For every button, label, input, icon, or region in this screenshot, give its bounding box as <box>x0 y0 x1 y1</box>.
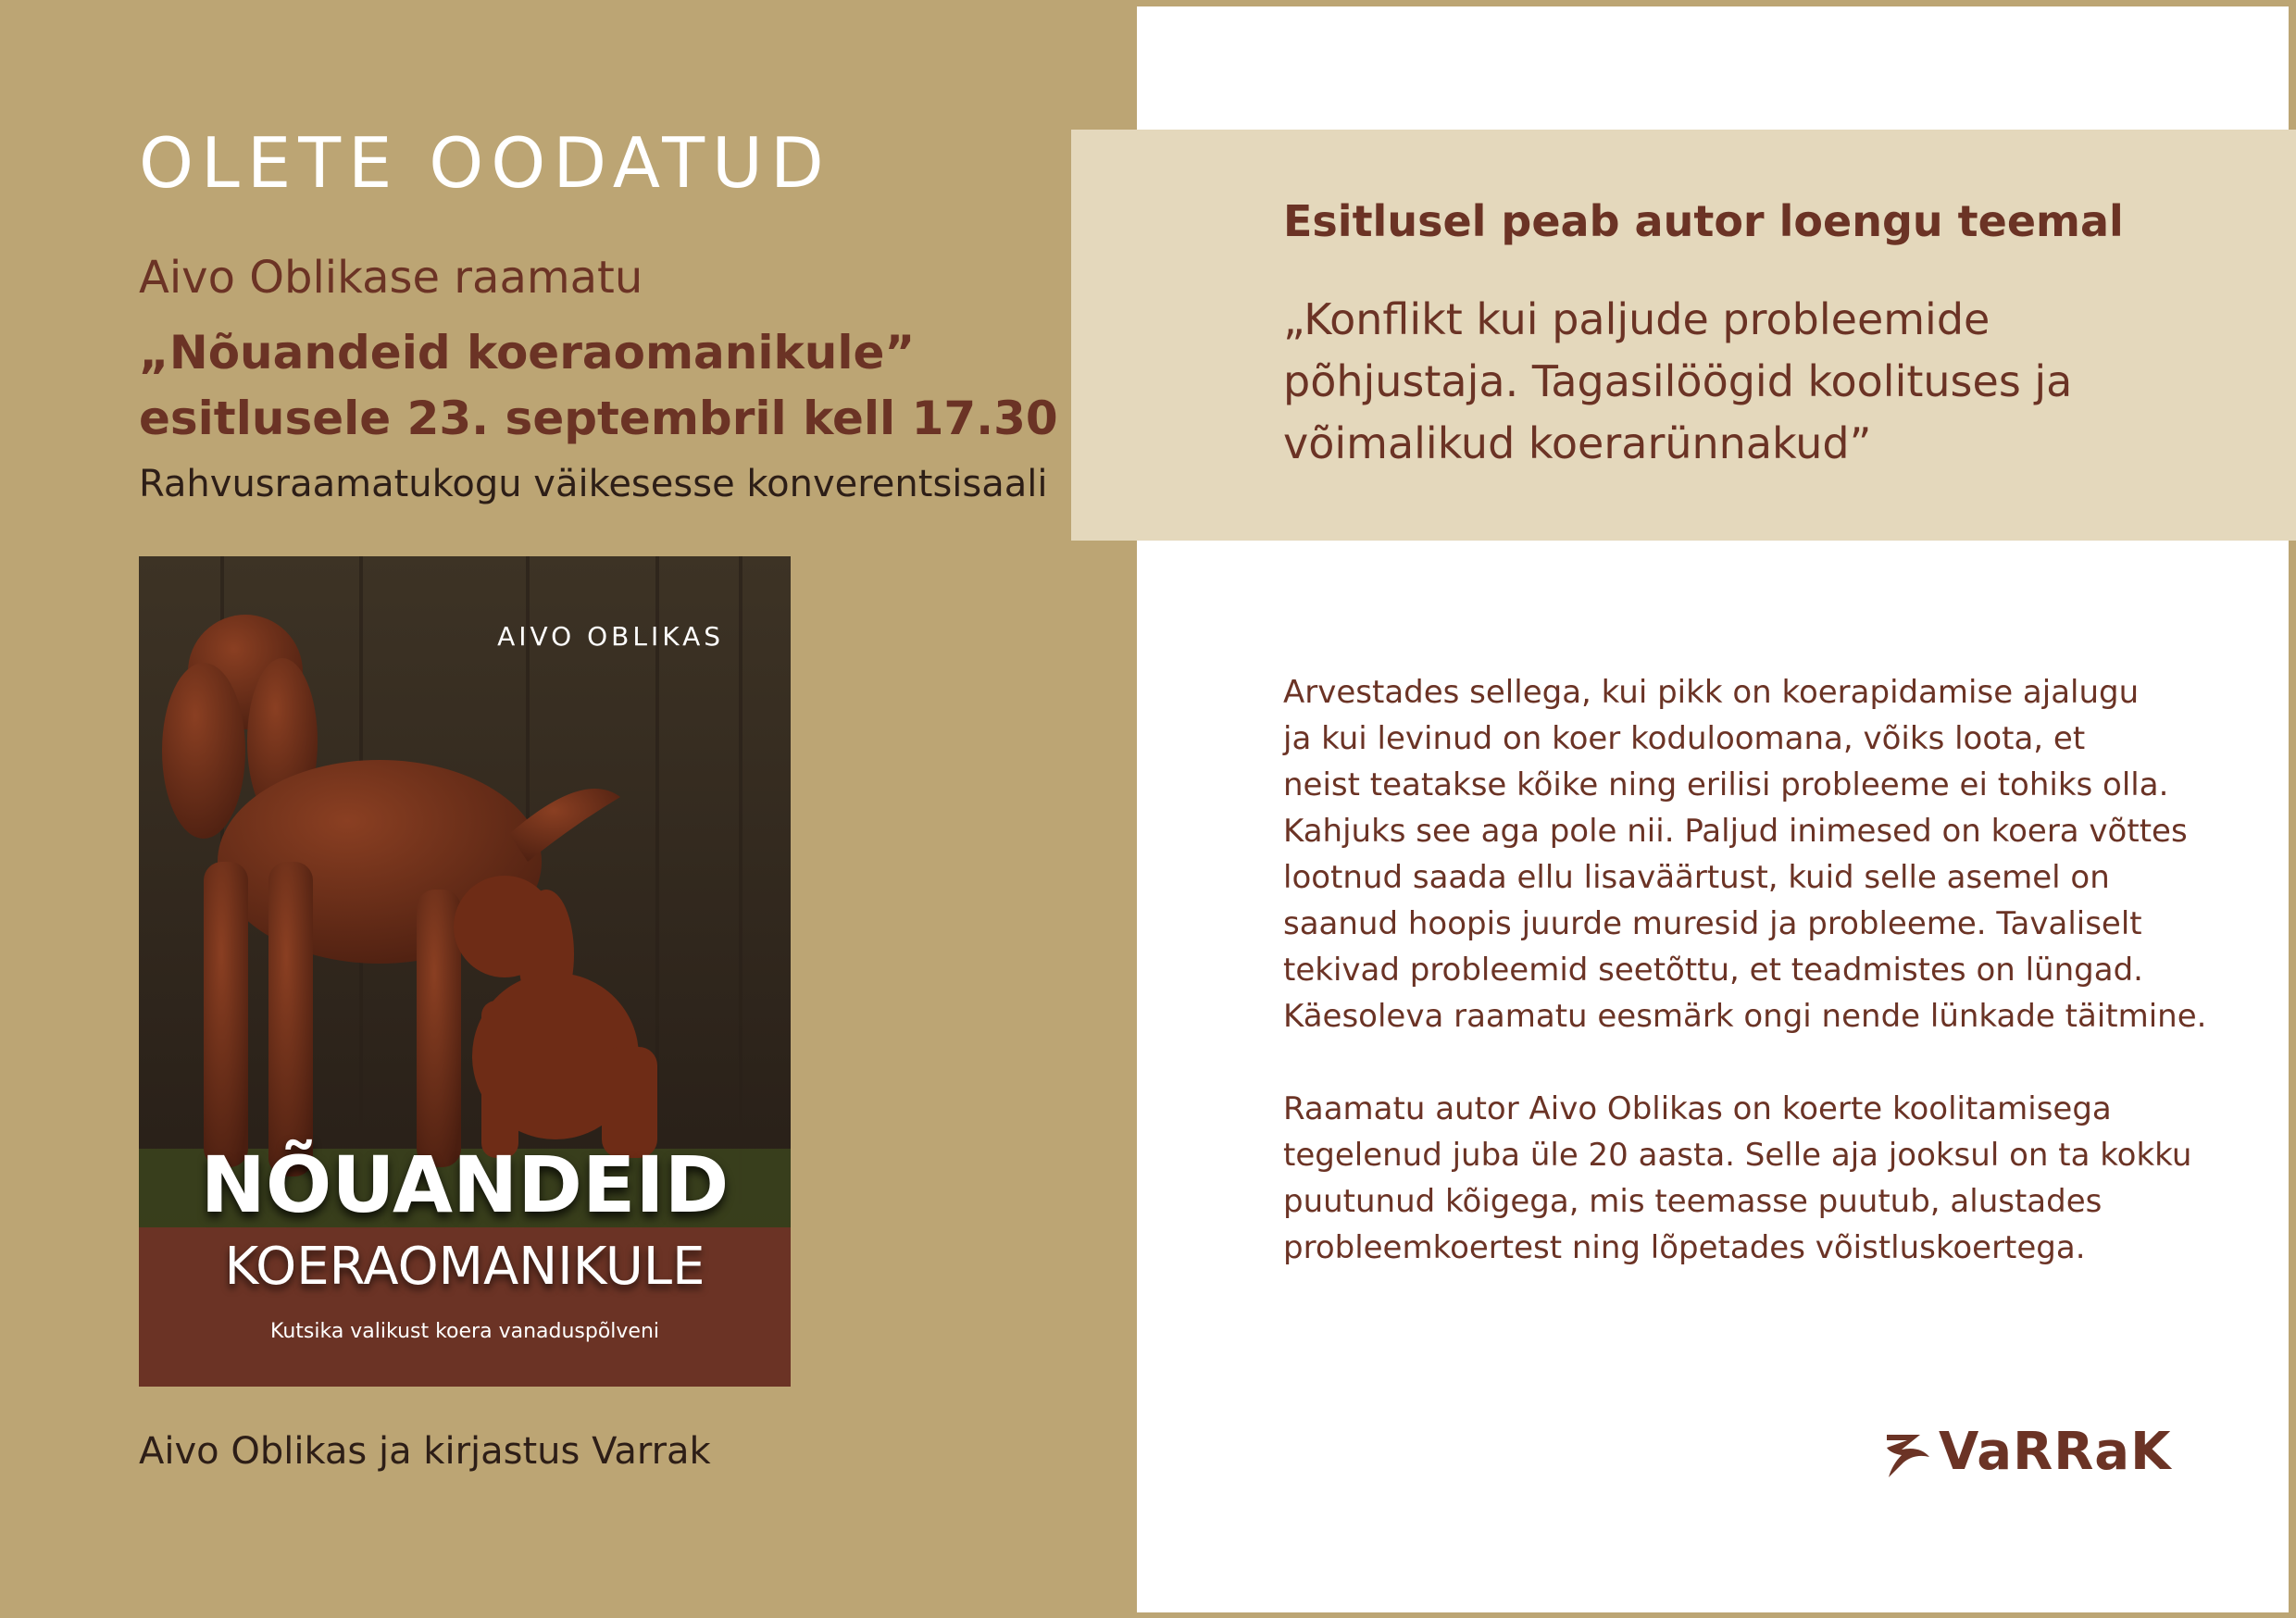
event-venue: Rahvusraamatukogu väikesesse konverentsisaali <box>139 463 1048 505</box>
description-line: tekivad probleemid seetõttu, et teadmistes on lüngad. <box>1283 952 2143 989</box>
invitation-subtitle: Aivo Oblikase raamatu <box>139 252 643 304</box>
logo-wordmark: VaRRaK <box>1939 1422 2172 1482</box>
bird-icon <box>1883 1429 1935 1481</box>
description-line: saanud hoopis juurde muresid ja probleeme. Tavaliselt <box>1283 905 2142 942</box>
book-title: „Nõuandeid koeraomanikule” <box>139 326 916 380</box>
cover-subtitle: Kutsika valikust koera vanaduspõlveni <box>269 1320 660 1343</box>
description-line: Kahjuks see aga pole nii. Paljud inimesed on koera võttes <box>1283 813 2188 850</box>
author-bio-line: Raamatu autor Aivo Oblikas on koerte koolitamisega <box>1283 1090 2112 1127</box>
organizers: Aivo Oblikas ja kirjastus Varrak <box>139 1430 711 1473</box>
book-cover <box>139 556 791 1387</box>
lecture-quote-line: „Konflikt kui paljude probleemide <box>1283 294 1990 344</box>
description-line: lootnud saada ellu lisaväärtust, kuid selle asemel on <box>1283 859 2110 896</box>
invitation-title: OLETE OODATUD <box>139 122 831 204</box>
description-line: Arvestades sellega, kui pikk on koerapidamise ajalugu <box>1283 674 2140 711</box>
cover-title-secondary: KOERAOMANIKULE <box>224 1237 705 1297</box>
author-bio-line: puutunud kõigega, mis teemasse puutub, alustades <box>1283 1183 2103 1220</box>
description-line: Käesoleva raamatu eesmärk ongi nende lünkade täitmine. <box>1283 998 2207 1035</box>
description-line: ja kui levinud on koer koduloomana, võiks loota, et <box>1283 720 2086 757</box>
cover-author: AIVO OBLIKAS <box>497 621 724 652</box>
event-datetime: esitlusele 23. septembril kell 17.30 <box>139 392 1058 445</box>
lecture-heading: Esitlusel peab autor loengu teemal <box>1283 196 2124 246</box>
cover-title: NÕUANDEID <box>200 1139 730 1230</box>
lecture-quote-line: võimalikud koerarünnakud” <box>1283 418 1872 468</box>
lecture-quote-line: põhjustaja. Tagasilöögid koolituses ja <box>1283 356 2073 406</box>
author-bio-line: probleemkoertest ning lõpetades võistluskoertega. <box>1283 1229 2086 1266</box>
description-line: neist teatakse kõike ning erilisi probleeme ei tohiks olla. <box>1283 766 2169 803</box>
author-bio-line: tegelenud juba üle 20 aasta. Selle aja jooksul on ta kokku <box>1283 1137 2192 1174</box>
